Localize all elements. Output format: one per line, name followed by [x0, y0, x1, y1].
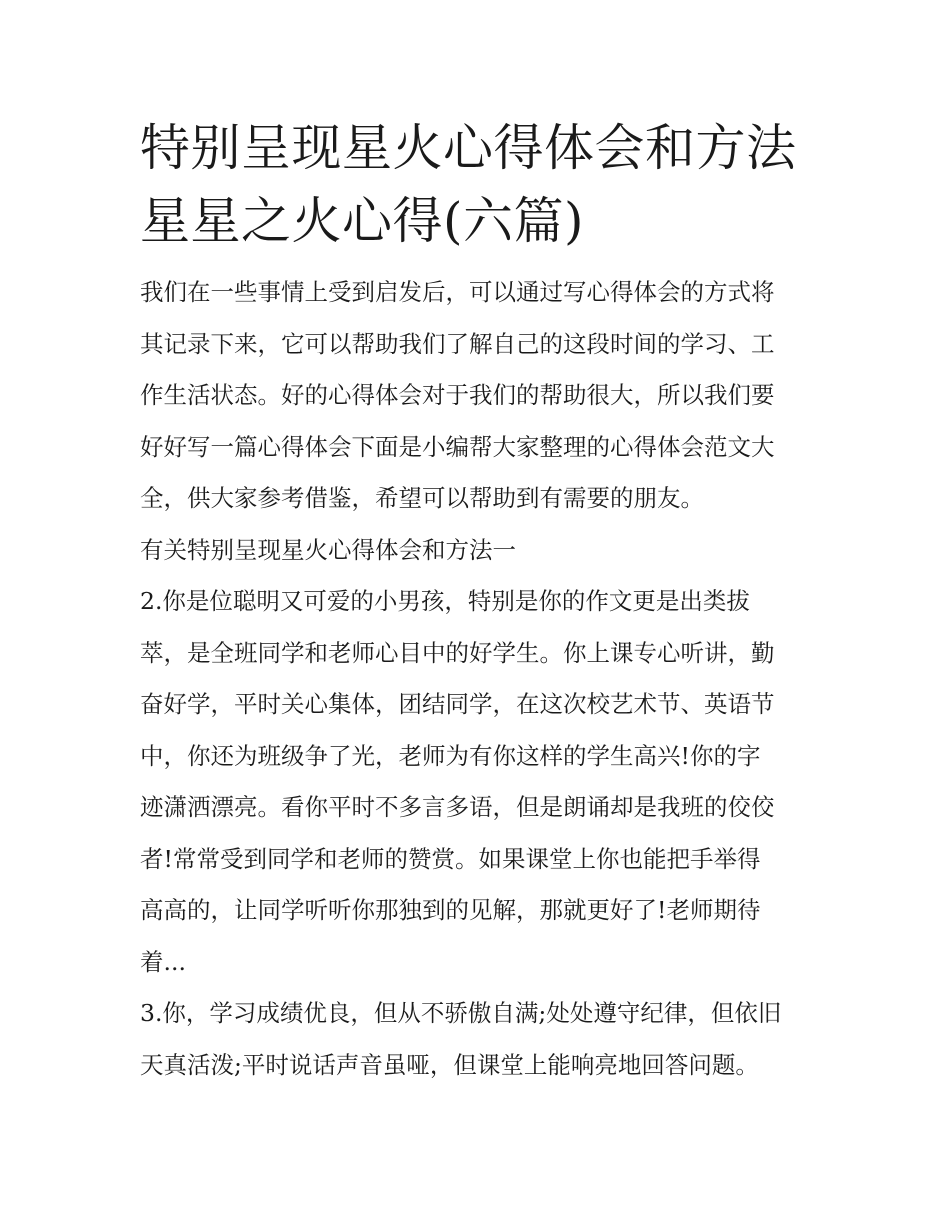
document-title [140, 112, 820, 258]
paragraph-line: 奋好学，平时关心集体，团结同学，在这次校艺术节、英语节 [140, 690, 775, 718]
intro-line: 其记录下来，它可以帮助我们了解自己的这段时间的学习、工 [140, 329, 775, 358]
title-line-2: 星星之火心得(六篇) [140, 192, 585, 250]
intro-paragraph [140, 267, 820, 525]
intro-line: 好好写一篇心得体会下面是小编帮大家整理的心得体会范文大 [140, 432, 775, 461]
paragraph-line: 萃，是全班同学和老师心目中的好学生。你上课专心听讲，勤 [140, 638, 775, 667]
paragraph-line: 着... [140, 947, 186, 976]
paragraph-line: 高高的，让同学听听你那独到的见解，那就更好了!老师期待 [140, 896, 761, 924]
paragraph-line: 者!常常受到同学和老师的赞赏。如果课堂上你也能把手举得 [140, 844, 761, 873]
section-heading [140, 525, 820, 577]
paragraph-line: 迹潇洒漂亮。看你平时不多言多语，但是朗诵却是我班的佼佼 [140, 793, 775, 821]
intro-line: 作生活状态。好的心得体会对于我们的帮助很大，所以我们要 [140, 381, 775, 409]
paragraph-2 [140, 576, 820, 988]
title-line-1: 特别呈现星火心得体会和方法 [140, 119, 797, 177]
intro-line: 我们在一些事情上受到启发后，可以通过写心得体会的方式将 [140, 278, 775, 306]
paragraph-3 [140, 988, 820, 1091]
intro-line: 全，供大家参考借鉴，希望可以帮助到有需要的朋友。 [140, 484, 704, 512]
paragraph-line: 3.你，学习成绩优良，但从不骄傲自满;处处遵守纪律，但依旧 [140, 999, 782, 1027]
section-heading-text: 有关特别呈现星火心得体会和方法一 [140, 535, 516, 564]
document-page [140, 112, 820, 1091]
paragraph-line: 中，你还为班级争了光，老师为有你这样的学生高兴!你的字 [140, 741, 761, 770]
paragraph-line: 2.你是位聪明又可爱的小男孩，特别是你的作文更是出类拔 [140, 587, 750, 615]
paragraph-line: 天真活泼;平时说话声音虽哑，但课堂上能响亮地回答问题。 [140, 1050, 759, 1079]
